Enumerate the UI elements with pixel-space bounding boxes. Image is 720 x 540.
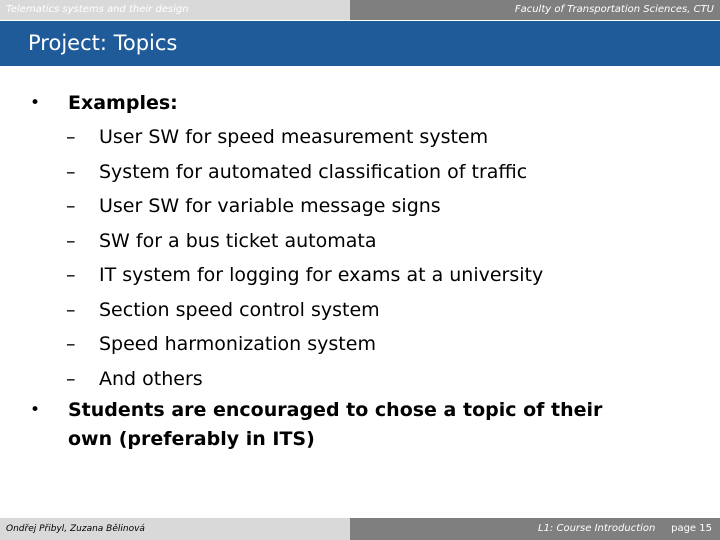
dash-icon: – — [66, 264, 76, 286]
dash-icon: – — [66, 298, 76, 321]
footer-authors: Ondřej Přibyl, Zuzana Bělinová — [0, 518, 350, 540]
bullet-icon: • — [30, 93, 41, 113]
bullet-icon: • — [30, 400, 41, 420]
list-item — [0, 327, 720, 362]
list-item-text: SW for a bus ticket automata — [99, 229, 377, 252]
dash-icon: – — [66, 367, 76, 390]
course-name: Telematics systems and their design — [0, 0, 350, 20]
list-item-text: Section speed control system — [99, 298, 380, 321]
bullet-examples — [0, 86, 720, 120]
list-item-text: And others — [99, 367, 203, 390]
list-item — [0, 224, 720, 259]
header-bar — [0, 0, 720, 20]
slide-title: Project: Topics — [0, 21, 720, 66]
list-item — [0, 293, 720, 328]
faculty-name: Faculty of Transportation Sciences, CTU — [350, 0, 720, 20]
list-item — [0, 258, 720, 293]
dash-icon: – — [66, 333, 76, 355]
dash-icon: – — [66, 229, 76, 252]
list-item-text: System for automated classification of traffic — [99, 160, 528, 183]
dash-icon: – — [66, 160, 76, 183]
dash-icon: – — [66, 195, 76, 217]
list-item-text: User SW for variable message signs — [99, 195, 441, 217]
list-item-text: IT system for logging for exams at a university — [99, 264, 544, 286]
bullet-text: Examples: — [68, 92, 178, 114]
footer-right-panel — [350, 518, 720, 540]
bullet-own-topic — [0, 396, 720, 460]
list-item-text: User SW for speed measurement system — [99, 126, 489, 148]
list-item — [0, 362, 720, 397]
list-item — [0, 155, 720, 190]
dash-icon: – — [66, 126, 76, 148]
list-item — [0, 120, 720, 155]
page-number: page 15 — [671, 523, 712, 534]
list-item-text: Speed harmonization system — [99, 333, 376, 355]
footer-bar — [0, 518, 720, 540]
list-item — [0, 189, 720, 224]
bullet-text: Students are encouraged to chose a topic of their own (preferably in ITS) — [68, 399, 603, 450]
footer-lecture: L1: Course Introduction — [538, 523, 656, 534]
slide-content — [0, 86, 720, 460]
